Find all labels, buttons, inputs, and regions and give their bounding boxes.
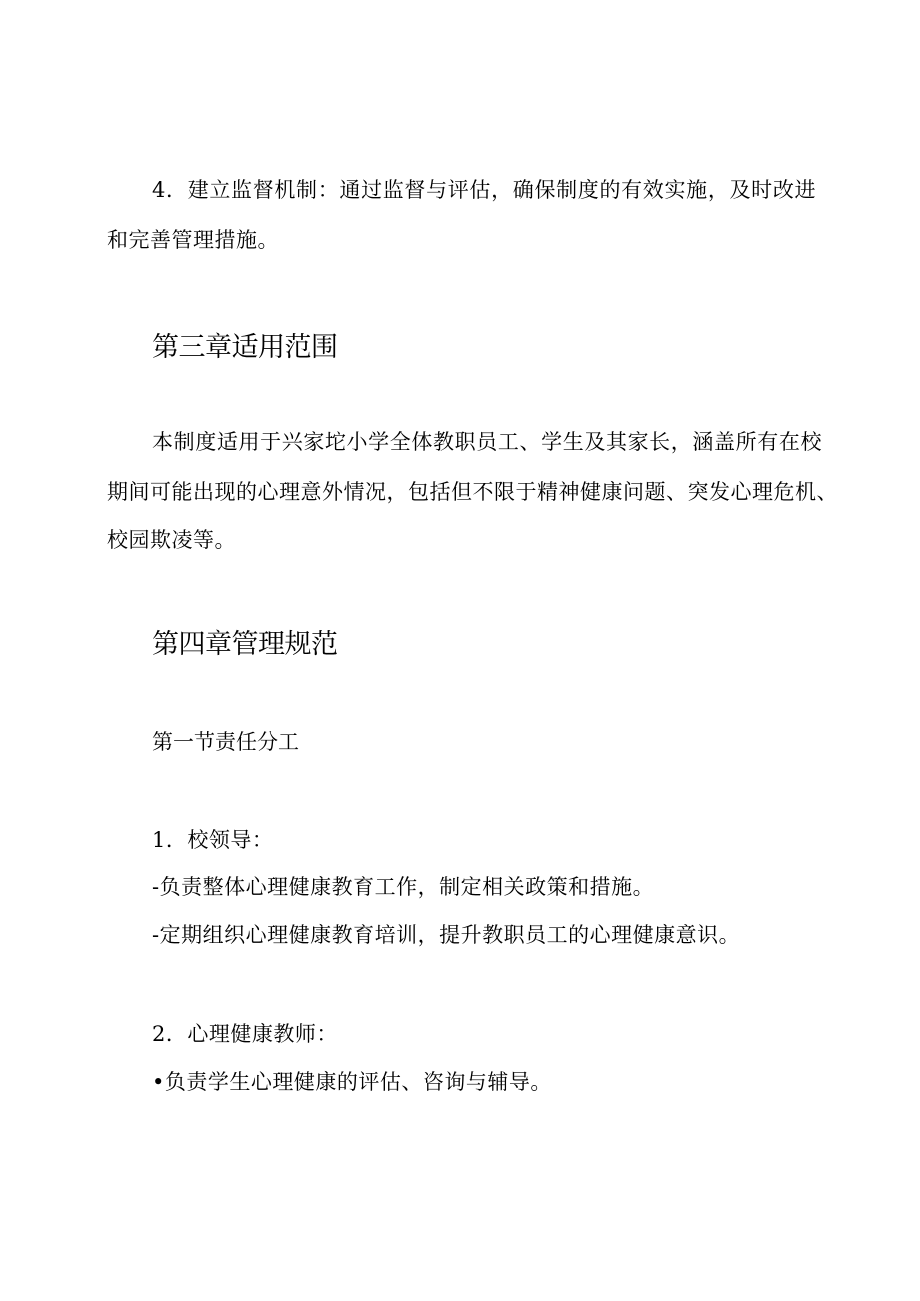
chapter-3-title: 第三章适用范围 [152, 332, 338, 363]
item-2-title: 2．心理健康教师： [152, 1022, 338, 1046]
chapter-4-title: 第四章管理规范 [152, 629, 338, 660]
item-4-line-1: 4．建立监督机制：通过监督与评估，确保制度的有效实施，及时改进 [152, 178, 816, 202]
chapter-3-para-line-2: 期间可能出现的心理意外情况，包括但不限于精神健康问题、突发心理危机、 [107, 480, 838, 504]
item-1-bullet-2: -定期组织心理健康教育培训，提升教职员工的心理健康意识。 [152, 923, 741, 947]
section-1-title: 第一节责任分工 [152, 730, 299, 754]
item-1-title: 1．校领导： [152, 828, 274, 852]
item-1-bullet-1: -负责整体心理健康教育工作，制定相关政策和措施。 [152, 875, 655, 899]
item-4-line-2: 和完善管理措施。 [107, 228, 279, 252]
chapter-3-para-line-1: 本制度适用于兴家坨小学全体教职员工、学生及其家长，涵盖所有在校 [152, 430, 822, 454]
item-2-bullet-1: •负责学生心理健康的评估、咨询与辅导。 [152, 1070, 552, 1094]
chapter-3-para-line-3: 校园欺凌等。 [107, 528, 236, 552]
